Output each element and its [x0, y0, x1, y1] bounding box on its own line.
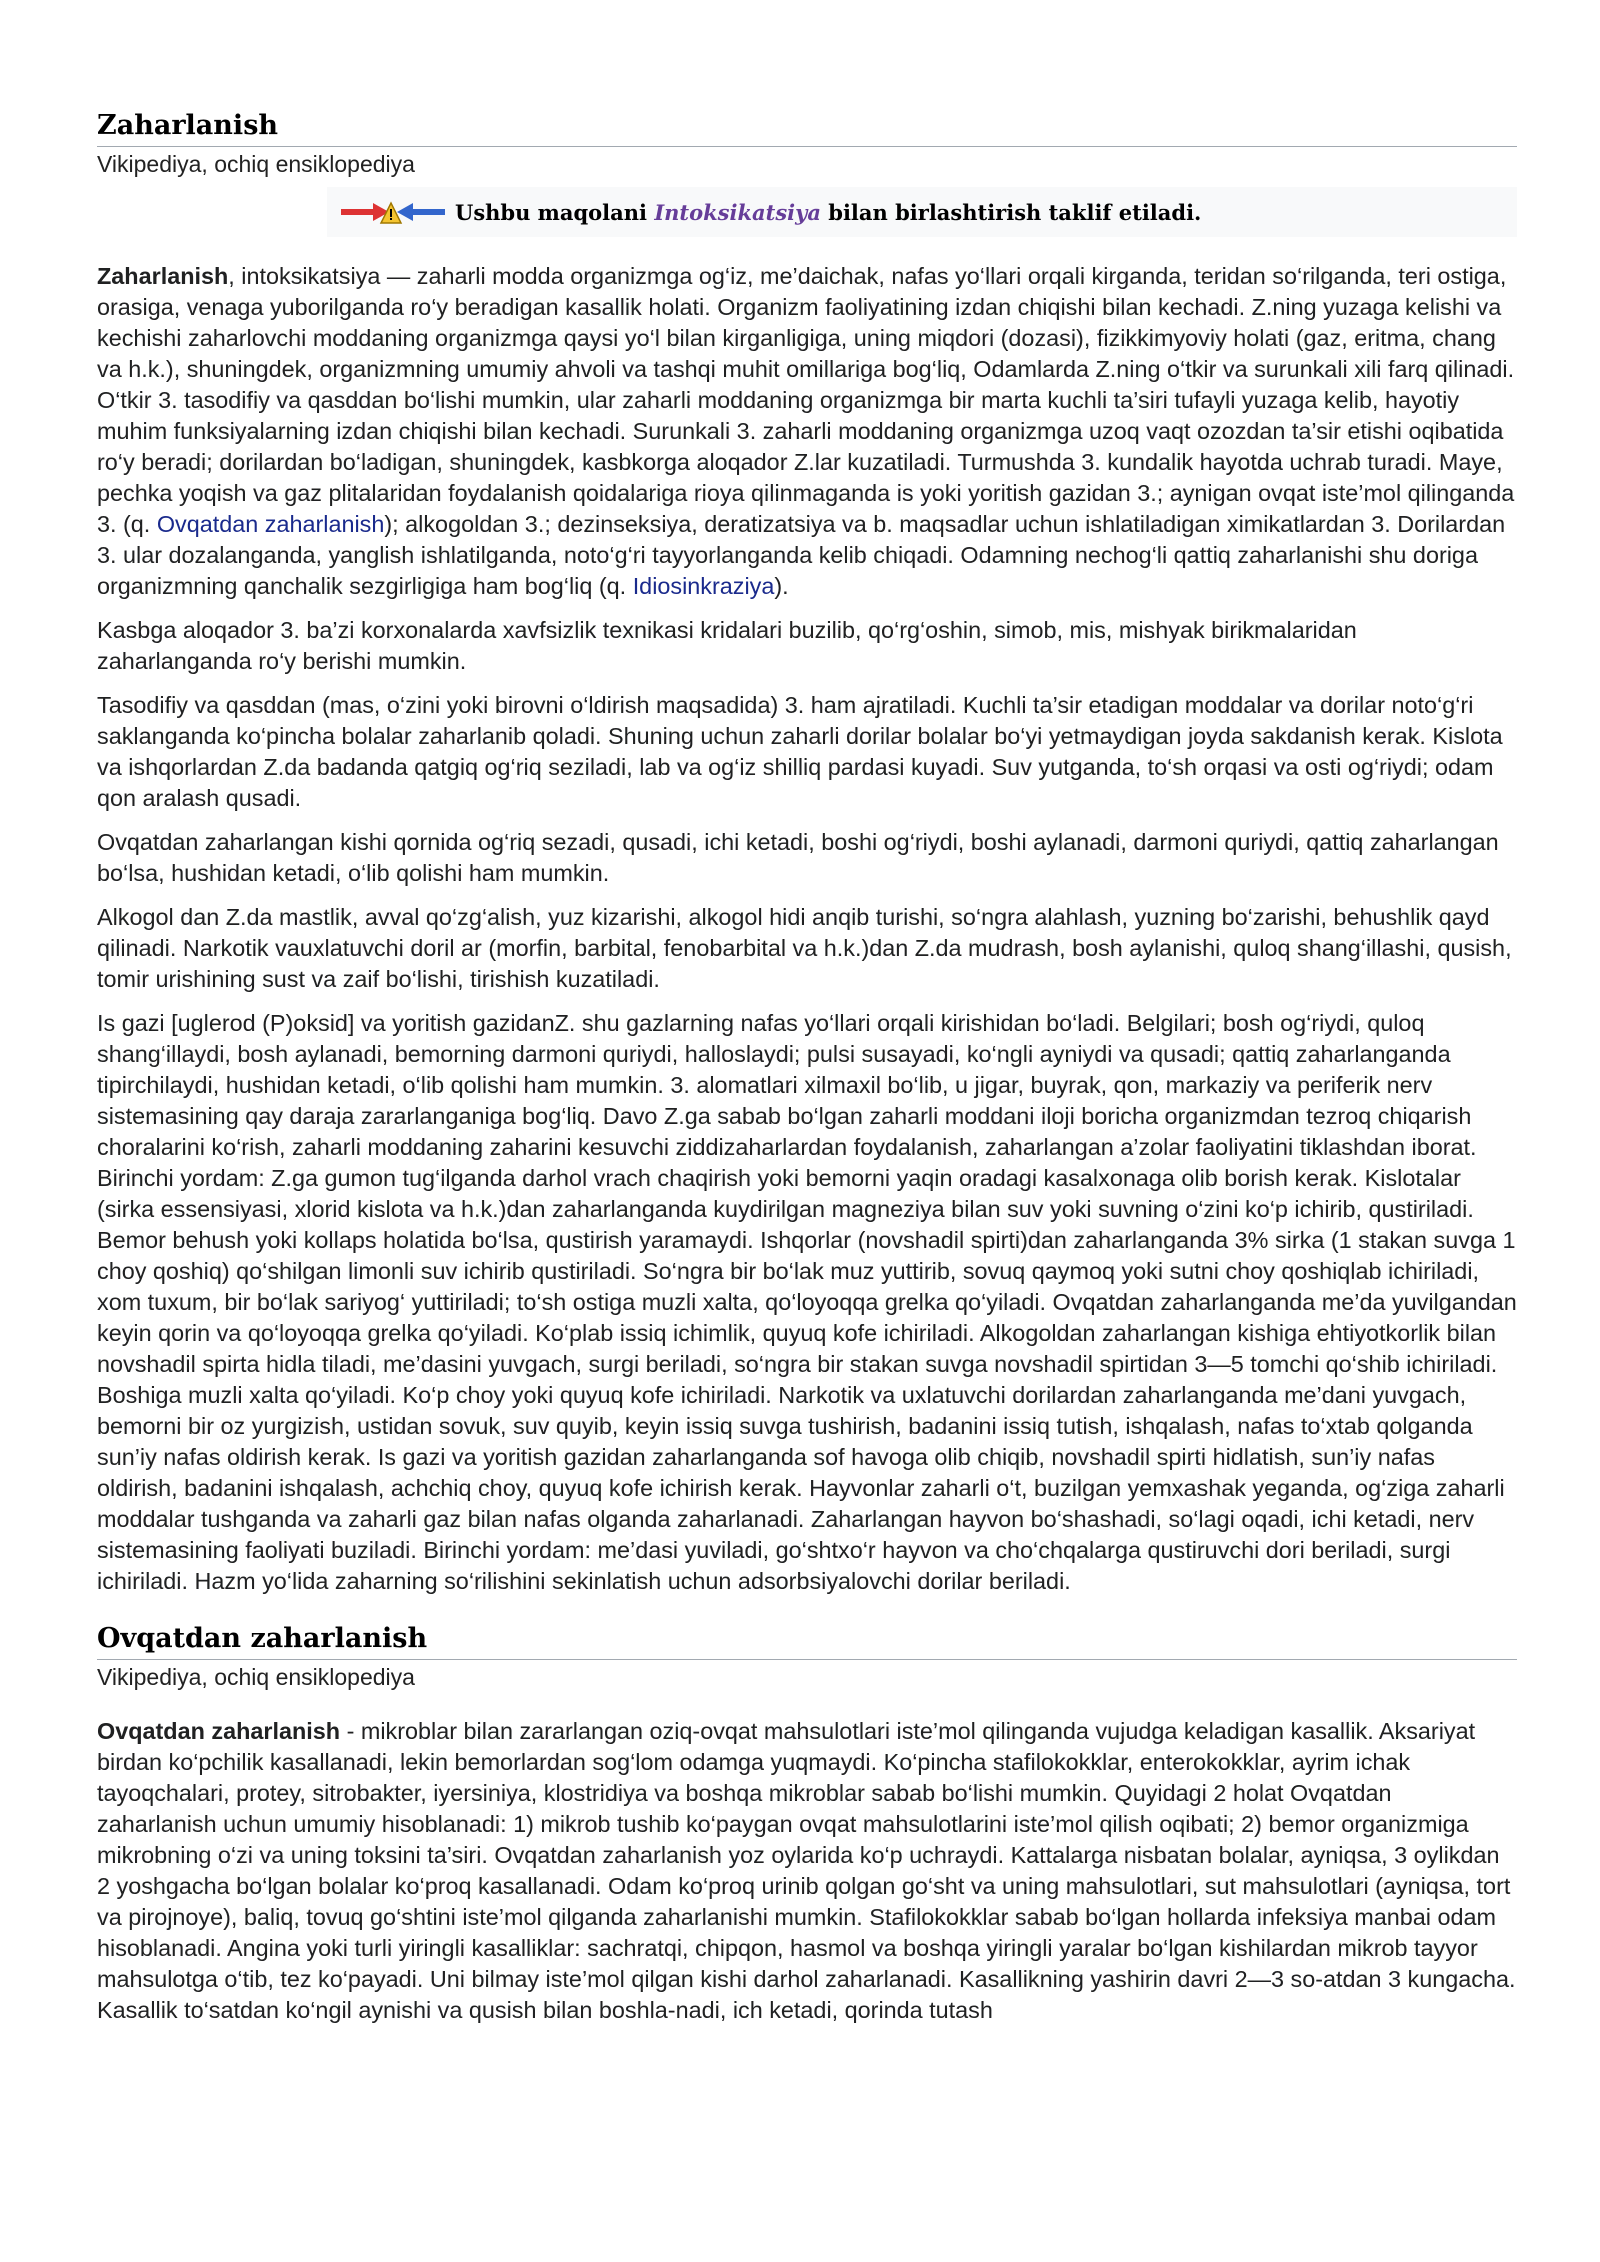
article-subtitle: Vikipediya, ochiq ensiklopediya: [97, 151, 415, 177]
paragraph-alcohol: Alkogol dan Z.da mastlik, avval qo‘zg‘alish, yuz kizarishi, alkogol hidi anqib turishi, so‘ngra alahlash, yuzning bo‘zarishi, behushlik qayd qilinadi. Narkotik vauxlatuvchi doril ar (morfin, barbital, fenobarbital va h.k.)dan Z.da mudrash, bosh aylanishi, quloq shang‘illashi, qusish, tomir urishining sust va zaif bo‘lishi, tirishish kuzatiladi.: [97, 904, 1512, 992]
ovqatdan-zaharlanish-link[interactable]: Ovqatdan zaharlanish: [156, 511, 385, 537]
paragraph-occupational: Kasbga aloqador 3. ba’zi korxonalarda xavfsizlik texnikasi kridalari buzilib, qo‘rg‘oshin, simob, mis, mishyak birikmalaridan zaharlanganda ro‘y berishi mumkin.: [97, 617, 1357, 674]
article-title: Ovqatdan zaharlanish: [97, 1621, 1517, 1660]
paragraph-text: ).: [774, 573, 789, 599]
paragraph-accidental: Tasodifiy va qasddan (mas, o‘zini yoki birovni o‘ldirish maqsadida) 3. ham ajratiladi. Kuchli ta’sir etadigan moddalar va dorilar noto‘g‘ri saklanganda ko‘pincha bolalar zaharlanib qoladi. Shuning uchun zaharli dorilar bolalar bo‘yi yetmaydigan joyda sakdanish kerak. Kislota va ishqorlardan Z.da badanda qatgiq og‘riq seziladi, lab va og‘iz shilliq pardasi kuyadi. Suv yutganda, to‘sh orqasi va osti og‘riydi; odam qon aralash qusadi.: [97, 692, 1503, 811]
section-food-poisoning: [97, 1621, 1517, 2026]
merge-text-before: Ushbu maqolani: [455, 199, 655, 225]
paragraph-text: ); alkogoldan 3.; dezinseksiya, deratizatsiya va b. maqsadlar uchun ishlatiladigan ximikatlardan 3. Dorilardan 3. ular dozalanganda, yanglish ishlatilganda, noto‘g‘ri tayyorlanganda kelib chiqadi. Odamning nechog‘li qattiq zaharlanishi shu doriga organizmning qanchalik sezgirligiga ham bog‘liq (q.: [97, 511, 1506, 599]
paragraph-text: , intoksikatsiya — zaharli modda organizmga og‘iz, me’daichak, nafas yo‘llari orqali kirganda, teridan so‘rilganda, teri ostiga, orasiga, venaga yuborilganda ro‘y beradigan kasallik holati. Organizm faoliyatining izdan chiqishi bilan kechadi. Z.ning yuzaga kelishi va kechishi zaharlovchi moddaning organizmga qaysi yo‘l bilan kirganligiga, uning miqdori (dozasi), fizikkimyoviy holati (gaz, eritma, chang va h.k.), shuningdek, organizmning umumiy ahvoli va tashqi muhit omillariga bog‘liq, Odamlarda Z.ning o‘tkir va surunkali xili farq qilinadi. O‘tkir 3. tasodifiy va qasddan bo‘lishi mumkin, ular zaharli moddaning organizmga bir marta kuchli ta’siri tufayli yuzaga kelib, hayotiy muhim funksiyalarning izdan chiqishi bilan kechadi. Surunkali 3. zaharli moddaning organizmga uzoq vaqt ozozdan ta’sir etishi oqibatida ro‘y beradi; dorilardan bo‘ladigan, shuningdek, kasbkorga aloqador Z.lar kuzatiladi. Turmushda 3. kundalik hayotda uchrab turadi. Maye, pechka yoqish va gaz plitalaridan foydalanish qoidalariga rioya qilinmaganda is yoki yoritish gazidan 3.; aynigan ovqat iste’mol qilinganda 3. (q.: [97, 263, 1515, 537]
document-page: [97, 108, 1517, 2039]
article-subtitle: Vikipediya, ochiq ensiklopediya: [97, 1664, 415, 1690]
paragraph-text: - mikroblar bilan zararlangan oziq-ovqat mahsulotlari iste’mol qilinganda vujudga keladigan kasallik. Aksariyat birdan ko‘pchilik kasallanadi, lekin bemorlardan sog‘lom odamga yuqmaydi. Ko‘pincha stafilokokklar, enterokokklar, ayrim ichak tayoqchalari, protey, sitrobakter, iyersiniya, klostridiya va boshqa mikroblar sabab bo‘lishi mumkin. Quyidagi 2 holat Ovqatdan zaharlanish uchun umumiy hisoblanadi: 1) mikrob tushib ko‘paygan ovqat mahsulotlarini iste’mol qilish oqibati; 2) bemor organizmiga mikrobning o‘zi va uning toksini ta’siri. Ovqatdan zaharlanish yoz oylarida ko‘p uchraydi. Kattalarga nisbatan bolalar, ayniqsa, 3 oylikdan 2 yoshgacha bo‘lgan bolalar ko‘proq kasallanadi. Odam ko‘proq urinib qolgan go‘sht va uning mahsulotlari, sut mahsulotlari (ayniqsa, tort va pirojnoye), baliq, tovuq go‘shtini iste’mol qilganda zaharlanishi mumkin. Stafilokokklar sabab bo‘lgan hollarda infeksiya manbai odam hisoblanadi. Angina yoki turli yiringli kasalliklar: sachratqi, chipqon, hasmol va boshqa yiringli yaralar bo‘lgan kishilardan mikrob tayyor mahsulotga o‘tib, tez ko‘payadi. Uni bilmay iste’mol qilgan kishi darhol zaharlanadi. Kasallikning yashirin davri 2—3 so-atdan 3 kungacha. Kasallik to‘satdan ko‘ngil aynishi va qusish bilan boshla-nadi, ich ketadi, qorinda tutash: [97, 1718, 1516, 2023]
lead-term: Zaharlanish: [97, 263, 229, 289]
merge-notice: [327, 187, 1517, 237]
article-title: Zaharlanish: [97, 108, 1517, 147]
intoksikatsiya-link[interactable]: Intoksikatsiya: [654, 199, 821, 225]
paragraph-intro: [97, 1716, 1517, 2026]
paragraph-intro: [97, 261, 1517, 602]
merge-text-after: bilan birlashtirish taklif etiladi.: [820, 199, 1202, 225]
idiosinkraziya-link[interactable]: Idiosinkraziya: [632, 573, 775, 599]
paragraph-food: Ovqatdan zaharlangan kishi qornida og‘riq sezadi, qusadi, ichi ketadi, boshi og‘riydi, boshi aylanadi, darmoni quriydi, qattiq zaharlangan bo‘lsa, hushidan ketadi, o‘lib qolishi ham mumkin.: [97, 829, 1499, 886]
lead-term: Ovqatdan zaharlanish: [97, 1718, 341, 1744]
merge-arrows-icon: [337, 197, 449, 227]
merge-notice-text: [455, 200, 1201, 225]
paragraph-gas-treatment: Is gazi [uglerod (P)oksid] va yoritish gazidanZ. shu gazlarning nafas yo‘llari orqali kirishidan bo‘ladi. Belgilari; bosh og‘riydi, quloq shang‘illaydi, bosh aylanadi, bemorning darmoni quriydi, halloslaydi; pulsi susayadi, ko‘ngli ayniydi va qusadi; qattiq zaharlanganda tipirchilaydi, hushidan ketadi, o‘lib qolishi ham mumkin. 3. alomatlari xilmaxil bo‘lib, u jigar, buyrak, qon, markaziy va periferik nerv sistemasining qay daraja zararlanganiga bog‘liq. Davo Z.ga sabab bo‘lgan zaharli moddani iloji boricha organizmdan tezroq chiqarish choralarini ko‘rish, zaharli moddaning zaharini kesuvchi ziddizaharlardan foydalanish, zaharlangan a’zolar faoliyatini tiklashdan iborat. Birinchi yordam: Z.ga gumon tug‘ilganda darhol vrach chaqirish yoki bemorni yaqin oradagi kasalxonaga olib borish kerak. Kislotalar (sirka essensiyasi, xlorid kislota va h.k.)dan zaharlanganda kuydirilgan magneziya bilan suv yoki suvning o‘zini ko‘p ichirib, qustiriladi. Bemor behush yoki kollaps holatida bo‘lsa, qustirish yaramaydi. Ishqorlar (novshadil spirti)dan zaharlanganda 3% sirka (1 stakan suvga 1 choy qoshiq) qo‘shilgan limonli suv ichirib qustiriladi. So‘ngra bir bo‘lak muz yuttirib, sovuq qaymoq yoki sutni choy qoshiqlab ichiriladi, xom tuxum, bir bo‘lak sariyog‘ yuttiriladi; to‘sh ostiga muzli xalta, qo‘loyoqqa grelka qo‘yiladi. Ovqatdan zaharlanganda me’da yuvilgandan keyin qorin va qo‘loyoqqa grelka qo‘yiladi. Ko‘plab issiq ichimlik, quyuq kofe ichiriladi. Alkogoldan zaharlangan kishiga ehtiyotkorlik bilan novshadil spirta hidla tiladi, me’dasini yuvgach, surgi beriladi, so‘ngra bir stakan suvga novshadil spirtidan 3—5 tomchi qo‘shib ichiriladi. Boshiga muzli xalta qo‘yiladi. Ko‘p choy yoki quyuq kofe ichiriladi. Narkotik va uxlatuvchi dorilardan zaharlanganda me’dani yuvgach, bemorni bir oz yurgizish, ustidan sovuk, suv quyib, keyin issiq suvga tushirish, badanini issiq tutish, ishqalash, nafas to‘xtab qolganda sun’iy nafas oldirish kerak. Is gazi va yoritish gazidan zaharlanganda sof havoga olib chiqib, novshadil spirti hidlatish, sun’iy nafas oldirish, badanini ishqalash, achchiq choy, quyuq kofe ichirish kerak. Hayvonlar zaharli o‘t, buzilgan yemxashak yeganda, og‘ziga zaharli moddalar tushganda va zaharli gaz bilan nafas olganda zaharlanadi. Zaharlangan hayvon bo‘shashadi, so‘lagi oqadi, ichi ketadi, nerv sistemasining faoliyati buziladi. Birinchi yordam: me’dasi yuviladi, go‘shtxo‘r hayvon va cho‘chqalarga qustiruvchi dori beriladi, surgi ichiriladi. Hazm yo‘lida zaharning so‘rilishini sekinlatish uchun adsorbsiyalovchi dorilar beriladi.: [97, 1010, 1517, 1594]
